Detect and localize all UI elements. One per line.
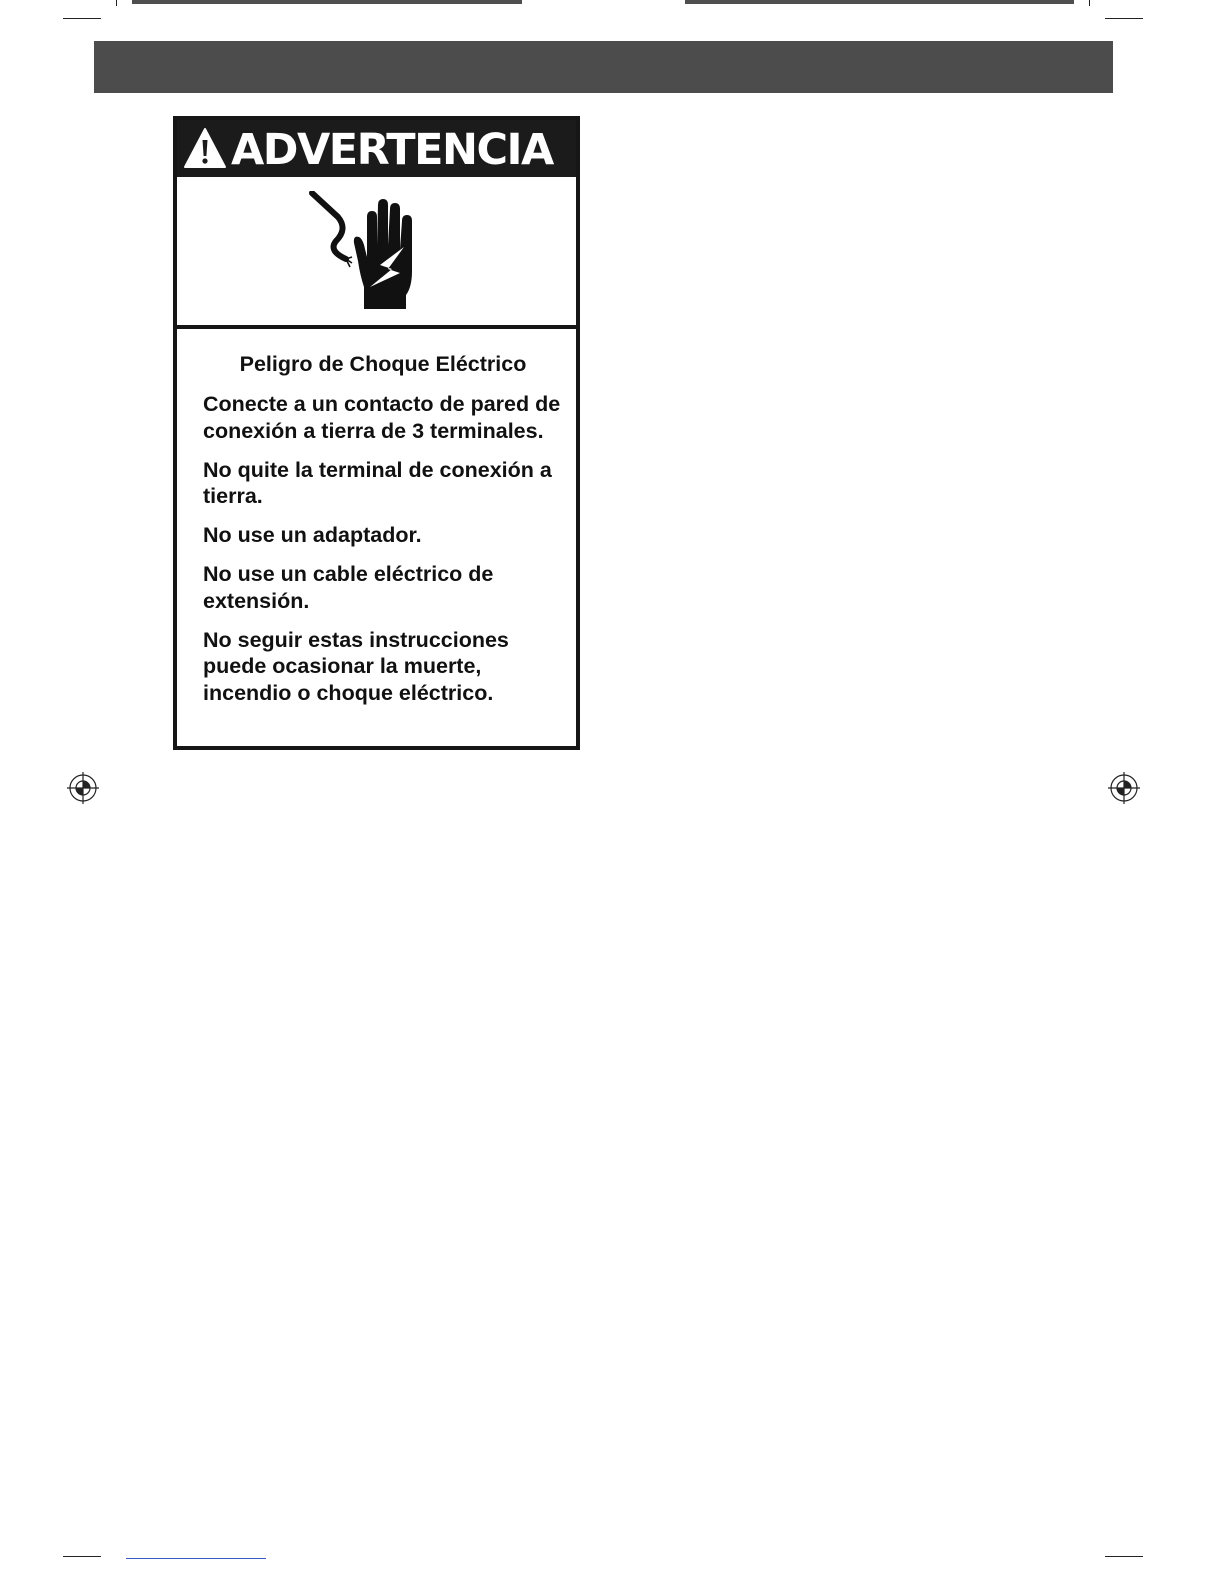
warning-header (177, 120, 576, 177)
instruction-item: No use un adaptador. (203, 523, 422, 547)
bottom-blue-rule (126, 1558, 266, 1559)
section-header-band (94, 41, 1113, 93)
instruction-item: No use un cable eléctrico de extensión. (203, 562, 494, 613)
crop-mark-top-left (63, 18, 101, 19)
registration-mark-left-icon (67, 772, 99, 804)
hazard-pictogram-area (177, 177, 576, 329)
signal-word: ADVERTENCIA (231, 125, 553, 175)
crop-mark-top-right-vertical (1089, 0, 1090, 6)
registration-mark-right-icon (1108, 772, 1140, 804)
warning-text (203, 346, 563, 719)
crop-mark-top-right (1105, 18, 1143, 19)
crop-mark-bottom-right (1105, 1556, 1143, 1557)
crop-mark-top-left-vertical (116, 0, 117, 6)
instruction-item: No seguir estas instrucciones puede ocasionar la muerte, incendio o choque eléctrico. (203, 627, 509, 705)
instruction-item: No quite la terminal de conexión a tierra. (203, 457, 552, 508)
electric-shock-hand-icon (308, 191, 428, 311)
warning-label (173, 116, 580, 750)
top-rule-right (685, 0, 1074, 4)
warning-triangle-icon (183, 127, 227, 169)
hazard-title: Peligro de Choque Eléctrico (239, 352, 527, 376)
crop-mark-bottom-left (63, 1556, 101, 1557)
top-rule-left (132, 0, 522, 4)
instruction-item: Conecte a un contacto de pared de conexión a tierra de 3 terminales. (203, 392, 561, 443)
